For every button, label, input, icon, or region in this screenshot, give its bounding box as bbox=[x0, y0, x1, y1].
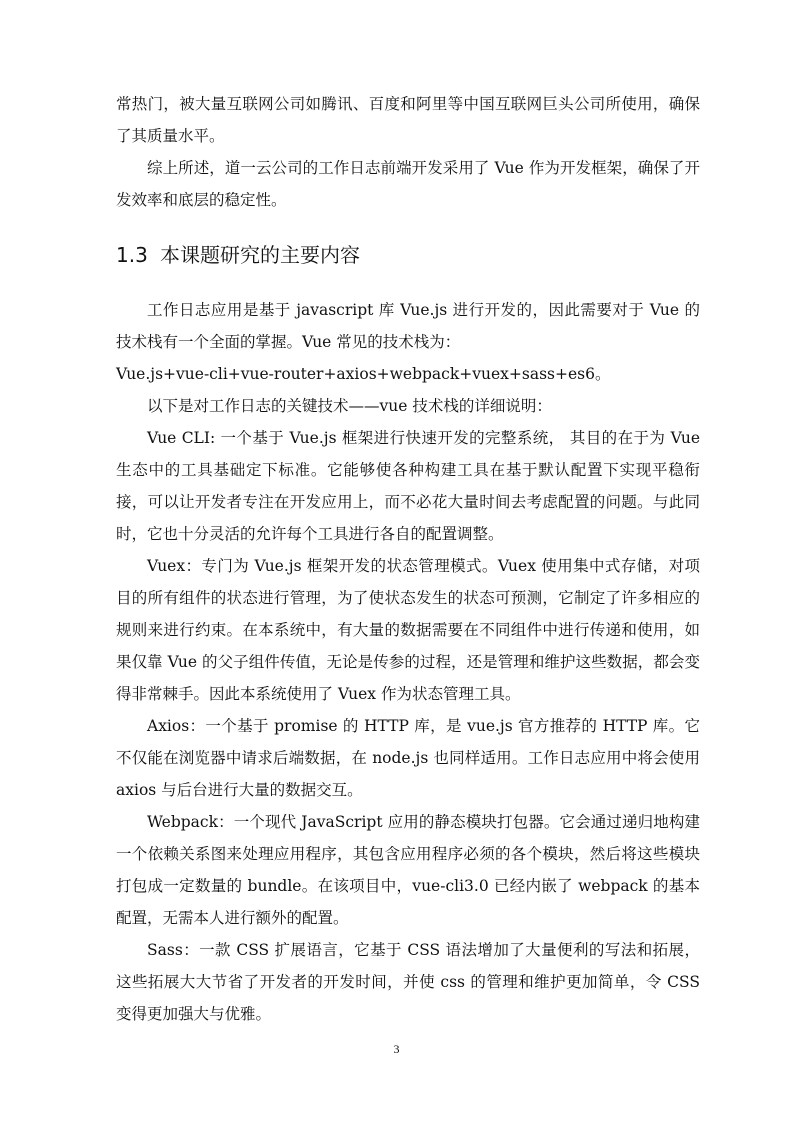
paragraph: 综上所述，道一云公司的工作日志前端开发采用了 Vue 作为开发框架，确保了开发效率和底层的稳定性。 bbox=[116, 159, 700, 209]
paragraph: Webpack：一个现代 JavaScript 应用的静态模块打包器。它会通过递归地构建一个依赖关系图来处理应用程序，其包含应用程序必须的各个模块，然后将这些模块打包成一定数量的 bundle。在该项目中，vue-cli3.0 已经内嵌了 webpack 的基本配置，无需本人进行额外的配置。 bbox=[116, 813, 700, 927]
section-number: 1.3 bbox=[116, 243, 148, 267]
paragraph: 常热门，被大量互联网公司如腾讯、百度和阿里等中国互联网巨头公司所使用，确保了其质量水平。 bbox=[116, 95, 700, 145]
paragraph-group-after bbox=[116, 294, 700, 1030]
paragraph-group-before bbox=[116, 88, 700, 216]
document-page bbox=[116, 88, 700, 1030]
section-title: 本课题研究的主要内容 bbox=[160, 243, 360, 267]
paragraph: 以下是对工作日志的关键技术——vue 技术栈的详细说明： bbox=[147, 397, 552, 415]
paragraph: Sass：一款 CSS 扩展语言，它基于 CSS 语法增加了大量便利的写法和拓展，这些拓展大大节省了开发者的开发时间，并使 css 的管理和维护更加简单，令 CSS 变得更加强大与优雅。 bbox=[116, 941, 700, 1023]
paragraph: Vue.js+vue-cli+vue-router+axios+webpack+vuex+sass+es6。 bbox=[116, 365, 611, 383]
page-number: 3 bbox=[393, 1042, 400, 1056]
paragraph: Axios：一个基于 promise 的 HTTP 库，是 vue.js 官方推荐的 HTTP 库。它不仅能在浏览器中请求后端数据，在 node.js 也同样适用。工作日志应用中将会使用 axios 与后台进行大量的数据交互。 bbox=[116, 717, 700, 799]
paragraph: Vuex：专门为 Vue.js 框架开发的状态管理模式。Vuex 使用集中式存储，对项目的所有组件的状态进行管理，为了使状态发生的状态可预测，它制定了许多相应的规则来进行约束。在本系统中，有大量的数据需要在不同组件中进行传递和使用，如果仅靠 Vue 的父子组件传值，无论是传参的过程，还是管理和维护这些数据，都会变得非常棘手。因此本系统使用了 Vuex 作为状态管理工具。 bbox=[116, 557, 700, 703]
section-heading bbox=[116, 240, 700, 270]
paragraph: 工作日志应用是基于 javascript 库 Vue.js 进行开发的，因此需要对于 Vue 的技术栈有一个全面的掌握。Vue 常见的技术栈为： bbox=[116, 301, 700, 351]
paragraph: Vue CLI: 一个基于 Vue.js 框架进行快速开发的完整系统， 其目的在于为 Vue 生态中的工具基础定下标准。它能够使各种构建工具在基于默认配置下实现平稳衔接，可以让开发者专注在开发应用上，而不必花大量时间去考虑配置的问题。与此同时，它也十分灵活的允许每个工具进行各自的配置调整。 bbox=[116, 429, 700, 543]
